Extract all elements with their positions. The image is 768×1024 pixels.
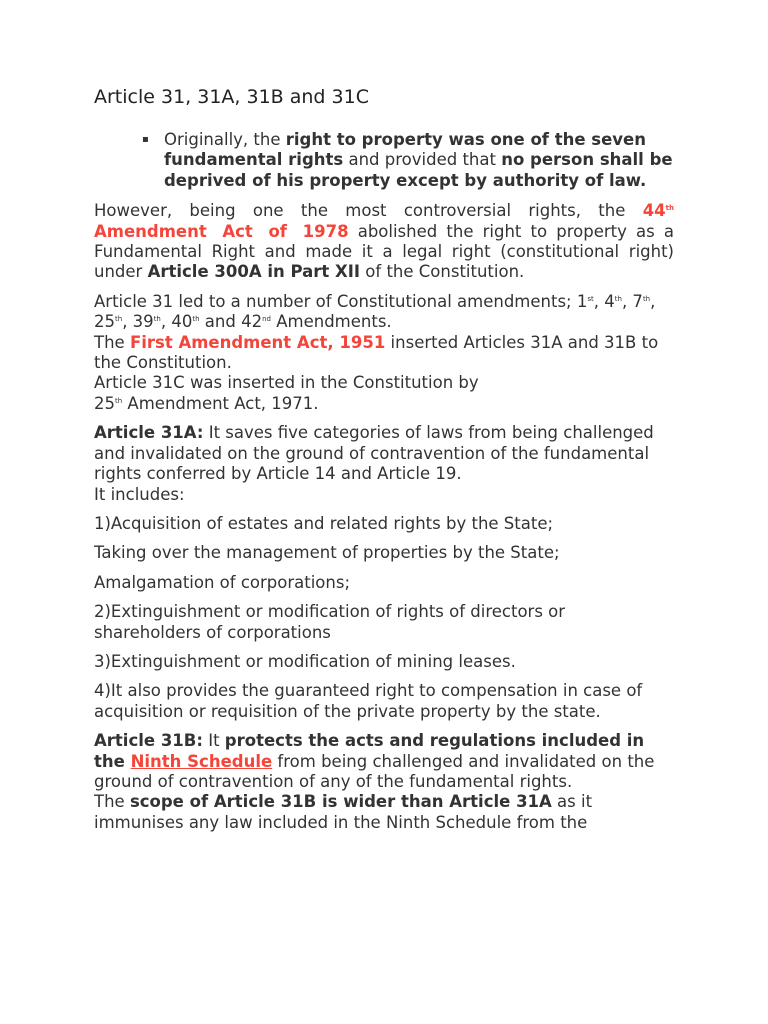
ninth-schedule-link[interactable]: Ninth Schedule (130, 751, 273, 771)
paragraph-44th-amendment (94, 201, 674, 283)
paragraph-text: from being challenged and invalidated on the ground of contravention of any of the fundamental rights. (94, 751, 655, 791)
bullet-text: Originally, the (164, 130, 286, 149)
paragraph-article-31c (94, 373, 674, 414)
paragraph-text: , 4 (593, 291, 615, 311)
paragraph-text: , 25 (94, 291, 656, 332)
paragraph-text: The (94, 792, 130, 812)
paragraph-text: Amendments. (270, 312, 392, 332)
list-item: Amalgamation of corporations; (94, 572, 350, 592)
paragraph-text: However, being one the most controversial rights, the (94, 201, 643, 221)
paragraph-amendments (94, 292, 674, 333)
highlight-first-amendment: First Amendment Act, 1951 (129, 332, 386, 352)
superscript: th (665, 204, 674, 213)
list-item: 2)Extinguishment or modification of rights of directors or shareholders of corporations (94, 602, 566, 642)
highlight-text: Amendment Act of 1978 (94, 221, 349, 241)
paragraph-text: 25 (94, 393, 115, 413)
paragraph-article-31a (94, 423, 674, 484)
bold-text: Article 300A in Part XII (147, 262, 361, 282)
square-bullet-icon: ▪ (142, 134, 149, 145)
paragraph-text: It saves five categories of laws from being challenged and invalidated on the ground of contravention of the fundamental rights conferred by Article 14 and Article 19. (94, 423, 654, 484)
superscript: th (192, 315, 200, 324)
bullet-item (142, 130, 674, 191)
list-item: 3)Extinguishment or modification of mining leases. (94, 651, 516, 671)
page-title: Article 31, 31A, 31B and 31C (94, 86, 369, 108)
superscript: th (153, 315, 161, 324)
bullet-bold-text: no person shall be deprived of his property except by authority of law. (164, 150, 673, 190)
paragraph-text: The (94, 332, 130, 352)
superscript: th (115, 315, 123, 324)
list-item: Taking over the management of properties by the State; (94, 543, 560, 563)
paragraph-text: , 7 (621, 291, 643, 311)
paragraph-text: , 40 (160, 312, 193, 332)
bullet-text: and provided that (343, 150, 502, 170)
superscript: th (642, 294, 651, 303)
paragraph-first-amendment (94, 333, 674, 374)
paragraph-text: as it immunises any law included in the Ninth Schedule from the (94, 792, 593, 832)
superscript: th (614, 294, 622, 303)
paragraph-text: It (202, 731, 225, 751)
paragraph-text: inserted Articles 31A and 31B to the Constitution. (94, 332, 659, 373)
superscript: nd (262, 315, 271, 324)
paragraph-scope (94, 792, 674, 833)
superscript: th (115, 396, 123, 405)
highlight-text: 44 (642, 201, 666, 221)
paragraph-text: Article 31 led to a number of Constitutional amendments; 1 (94, 291, 588, 311)
list-item: 4)It also provides the guaranteed right to compensation in case of acquisition or requisition of the private property by the state. (94, 681, 643, 721)
paragraph-text: , 39 (122, 312, 154, 332)
bold-text: scope of Article 31B is wider than Article 31A (129, 792, 552, 812)
paragraph-text: and 42 (199, 312, 263, 332)
bullet-list (94, 130, 674, 191)
list-item: 1)Acquisition of estates and related rights by the State; (94, 513, 554, 533)
paragraph-article-31b (94, 731, 674, 792)
paragraph-includes: It includes: (94, 484, 185, 504)
bullet-bold-text: right to property was one of the seven fundamental rights (164, 130, 646, 170)
paragraph-text: Amendment Act, 1971. (122, 393, 319, 413)
article-31a-label: Article 31A: (94, 423, 204, 443)
superscript: st (587, 294, 594, 303)
article-31b-label: Article 31B: (94, 731, 203, 751)
paragraph-text: Article 31C was inserted in the Constitution by (94, 373, 479, 393)
paragraph-text: of the Constitution. (360, 262, 525, 282)
bold-text: protects the acts and regulations included in the (94, 731, 645, 771)
paragraph-text: abolished the right to property as a Fundamental Right and made it a legal right (constitutional right) under (94, 221, 674, 282)
